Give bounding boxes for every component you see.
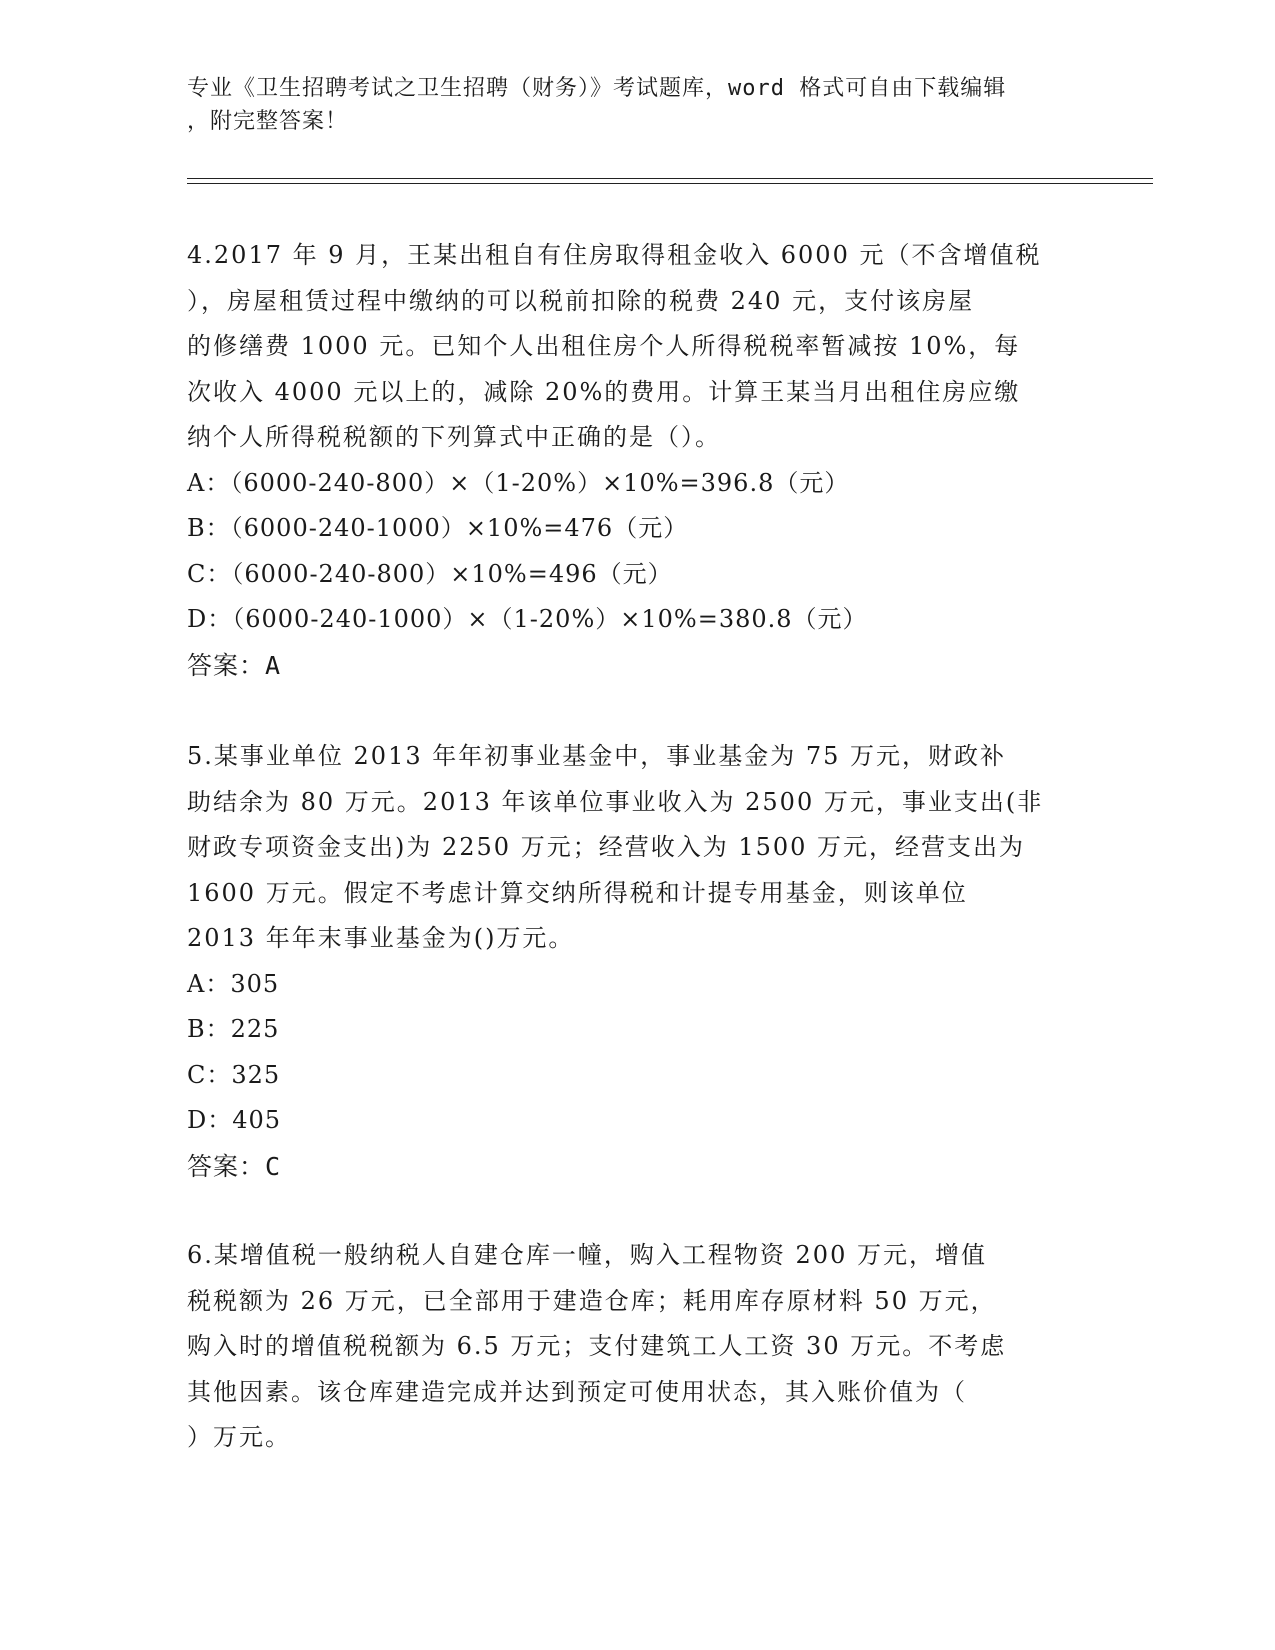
option-b: B：（6000-240-1000）×10%=476（元） xyxy=(187,514,689,542)
question-stem-line: 税税额为 26 万元，已全部用于建造仓库；耗用库存原材料 50 万元， xyxy=(187,1286,997,1315)
question-stem-line: 的修缮费 1000 元。已知个人出租住房个人所得税税率暂减按 10%，每 xyxy=(187,332,1021,360)
option-c: C：（6000-240-800）×10%=496（元） xyxy=(187,559,673,588)
question-6 xyxy=(187,1233,1087,1461)
option-d: D：405 xyxy=(187,1106,282,1134)
question-stem-line: 5.某事业单位 2013 年年初事业基金中，事业基金为 75 万元，财政补 xyxy=(187,742,1007,770)
header-divider xyxy=(187,178,1153,179)
question-stem-line: 6.某增值税一般纳税人自建仓库一幢，购入工程物资 200 万元，增值 xyxy=(187,1241,987,1269)
question-stem-line: 次收入 4000 元以上的，减除 20%的费用。计算王某当月出租住房应缴 xyxy=(187,377,1021,406)
question-stem-line: 纳个人所得税税额的下列算式中正确的是（）。 xyxy=(187,423,721,451)
question-stem-line: ），房屋租赁过程中缴纳的可以税前扣除的税费 240 元，支付该房屋 xyxy=(187,286,975,315)
page-header xyxy=(187,72,1067,138)
question-stem-line: 助结余为 80 万元。2013 年该单位事业收入为 2500 万元，事业支出(非 xyxy=(187,787,1044,816)
question-stem-line: 2013 年年末事业基金为()万元。 xyxy=(187,924,575,952)
question-stem-line: 购入时的增值税税额为 6.5 万元；支付建筑工人工资 30 万元。不考虑 xyxy=(187,1332,1007,1360)
header-line: 专业《卫生招聘考试之卫生招聘（财务）》考试题库，word 格式可自由下载编辑 xyxy=(187,76,1007,101)
option-a: A：305 xyxy=(187,969,280,998)
option-d: D：（6000-240-1000）×（1-20%）×10%=380.8（元） xyxy=(187,605,868,633)
option-c: C：325 xyxy=(187,1060,281,1089)
question-4 xyxy=(187,233,1087,688)
question-stem-line: 1600 万元。假定不考虑计算交纳所得税和计提专用基金，则该单位 xyxy=(187,878,968,907)
question-stem-line: 其他因素。该仓库建造完成并达到预定可使用状态，其入账价值为（ xyxy=(187,1377,967,1406)
answer-line: 答案：A xyxy=(187,650,282,680)
question-stem-line: ）万元。 xyxy=(187,1423,291,1451)
question-5 xyxy=(187,734,1087,1189)
option-b: B：225 xyxy=(187,1015,280,1043)
option-a: A：（6000-240-800）×（1-20%）×10%=396.8（元） xyxy=(187,468,850,497)
header-divider xyxy=(187,183,1153,184)
header-line: ，附完整答案！ xyxy=(187,109,349,134)
question-stem-line: 财政专项资金支出)为 2250 万元；经营收入为 1500 万元，经营支出为 xyxy=(187,833,1026,861)
question-stem-line: 4.2017 年 9 月，王某出租自有住房取得租金收入 6000 元（不含增值税 xyxy=(187,241,1042,269)
answer-line: 答案：C xyxy=(187,1151,282,1181)
